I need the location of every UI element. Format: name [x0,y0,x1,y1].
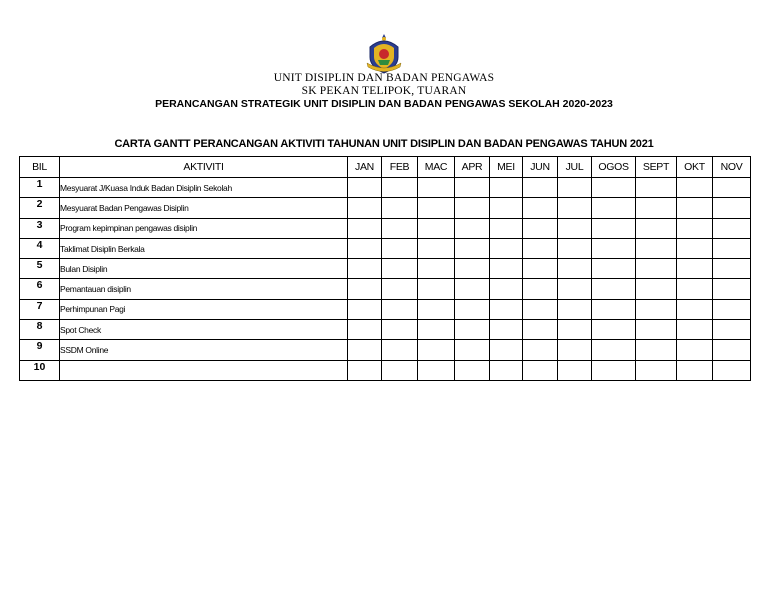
month-cell [558,198,592,218]
month-cell [523,198,558,218]
table-row [20,320,751,340]
month-cell [418,238,455,258]
table-row [20,279,751,299]
month-cell [558,299,592,319]
month-cell [455,320,490,340]
month-cell [636,279,677,299]
month-cell [348,198,382,218]
month-cell [713,340,751,360]
month-cell [455,299,490,319]
month-cell [418,279,455,299]
month-cell [455,340,490,360]
month-cell [677,299,713,319]
month-cell [592,178,636,198]
month-cell [490,320,523,340]
row-number: 3 [20,218,60,238]
table-row [20,360,751,380]
month-cell [713,360,751,380]
month-cell [592,340,636,360]
month-cell [636,299,677,319]
month-cell [455,198,490,218]
column-header-month: JAN [348,157,382,178]
column-header-month: JUL [558,157,592,178]
gantt-chart-title: CARTA GANTT PERANCANGAN AKTIVITI TAHUNAN UNIT DISIPLIN DAN BADAN PENGAWAS TAHUN 2021 [114,138,654,150]
month-cell [455,178,490,198]
month-cell [713,320,751,340]
month-cell [418,360,455,380]
activity-cell: Spot Check [60,320,348,340]
month-cell [348,238,382,258]
month-cell [523,320,558,340]
month-cell [348,320,382,340]
month-cell [523,299,558,319]
month-cell [592,320,636,340]
gantt-table [19,156,751,381]
month-cell [348,360,382,380]
month-cell [348,340,382,360]
row-number: 7 [20,299,60,319]
month-cell [418,259,455,279]
column-header-month: MEI [490,157,523,178]
month-cell [636,320,677,340]
activity-cell: Program kepimpinan pengawas disiplin [60,218,348,238]
column-header-month: OKT [677,157,713,178]
column-header-aktiviti: AKTIVITI [60,157,348,178]
month-cell [348,259,382,279]
month-cell [713,198,751,218]
month-cell [418,198,455,218]
month-cell [677,360,713,380]
month-cell [382,279,418,299]
table-row [20,259,751,279]
month-cell [490,340,523,360]
month-cell [677,238,713,258]
month-cell [558,320,592,340]
activity-cell: Pemantauan disiplin [60,279,348,299]
activity-cell: SSDM Online [60,340,348,360]
month-cell [677,320,713,340]
month-cell [382,360,418,380]
month-cell [348,178,382,198]
month-cell [558,279,592,299]
row-number: 5 [20,259,60,279]
month-cell [592,360,636,380]
month-cell [636,340,677,360]
month-cell [490,238,523,258]
month-cell [558,238,592,258]
month-cell [348,299,382,319]
month-cell [455,238,490,258]
month-cell [348,279,382,299]
month-cell [455,279,490,299]
month-cell [455,360,490,380]
month-cell [636,360,677,380]
month-cell [592,279,636,299]
month-cell [713,218,751,238]
column-header-month: SEPT [636,157,677,178]
month-cell [418,340,455,360]
month-cell [523,340,558,360]
month-cell [455,218,490,238]
column-header-month: JUN [523,157,558,178]
activity-cell: Mesyuarat J/Kuasa Induk Badan Disiplin Sekolah [60,178,348,198]
month-cell [592,259,636,279]
month-cell [558,340,592,360]
month-cell [677,178,713,198]
row-number: 1 [20,178,60,198]
column-header-bil: BIL [20,157,60,178]
month-cell [490,178,523,198]
month-cell [592,198,636,218]
month-cell [490,360,523,380]
column-header-month: FEB [382,157,418,178]
month-cell [713,279,751,299]
row-number: 6 [20,279,60,299]
month-cell [348,218,382,238]
month-cell [713,178,751,198]
month-cell [382,340,418,360]
month-cell [592,238,636,258]
month-cell [592,218,636,238]
month-cell [713,299,751,319]
month-cell [382,198,418,218]
month-cell [382,259,418,279]
month-cell [455,259,490,279]
month-cell [418,299,455,319]
month-cell [713,259,751,279]
row-number: 4 [20,238,60,258]
month-cell [382,320,418,340]
activity-cell: Perhimpunan Pagi [60,299,348,319]
table-row [20,198,751,218]
month-cell [490,218,523,238]
column-header-month: NOV [713,157,751,178]
month-cell [558,259,592,279]
month-cell [418,178,455,198]
month-cell [677,259,713,279]
column-header-month: APR [455,157,490,178]
school-name: SK PEKAN TELIPOK, TUARAN [301,85,467,97]
month-cell [418,218,455,238]
strategic-plan-title: PERANCANGAN STRATEGIK UNIT DISIPLIN DAN BADAN PENGAWAS SEKOLAH 2020-2023 [155,98,613,110]
month-cell [490,198,523,218]
table-header-row [20,157,751,178]
month-cell [382,178,418,198]
school-crest-logo [364,33,404,75]
month-cell [636,198,677,218]
month-cell [636,178,677,198]
unit-name: UNIT DISIPLIN DAN BADAN PENGAWAS [273,72,495,84]
month-cell [592,299,636,319]
month-cell [382,299,418,319]
activity-cell: Taklimat Disiplin Berkala [60,238,348,258]
month-cell [490,259,523,279]
column-header-month: MAC [418,157,455,178]
month-cell [713,238,751,258]
month-cell [382,218,418,238]
month-cell [523,259,558,279]
table-row [20,178,751,198]
month-cell [636,238,677,258]
table-row [20,238,751,258]
column-header-month: OGOS [592,157,636,178]
row-number: 10 [20,360,60,380]
month-cell [677,218,713,238]
month-cell [558,360,592,380]
table-row [20,340,751,360]
month-cell [636,259,677,279]
table-row [20,218,751,238]
gantt-body [20,178,751,381]
row-number: 9 [20,340,60,360]
activity-cell: Mesyuarat Badan Pengawas Disiplin [60,198,348,218]
month-cell [382,238,418,258]
month-cell [490,299,523,319]
month-cell [558,218,592,238]
month-cell [523,218,558,238]
row-number: 8 [20,320,60,340]
month-cell [523,238,558,258]
month-cell [677,340,713,360]
activity-cell: Bulan Disiplin [60,259,348,279]
activity-cell [60,360,348,380]
month-cell [523,178,558,198]
month-cell [418,320,455,340]
month-cell [636,218,677,238]
month-cell [523,279,558,299]
month-cell [677,279,713,299]
month-cell [677,198,713,218]
month-cell [490,279,523,299]
month-cell [558,178,592,198]
month-cell [523,360,558,380]
row-number: 2 [20,198,60,218]
table-row [20,299,751,319]
